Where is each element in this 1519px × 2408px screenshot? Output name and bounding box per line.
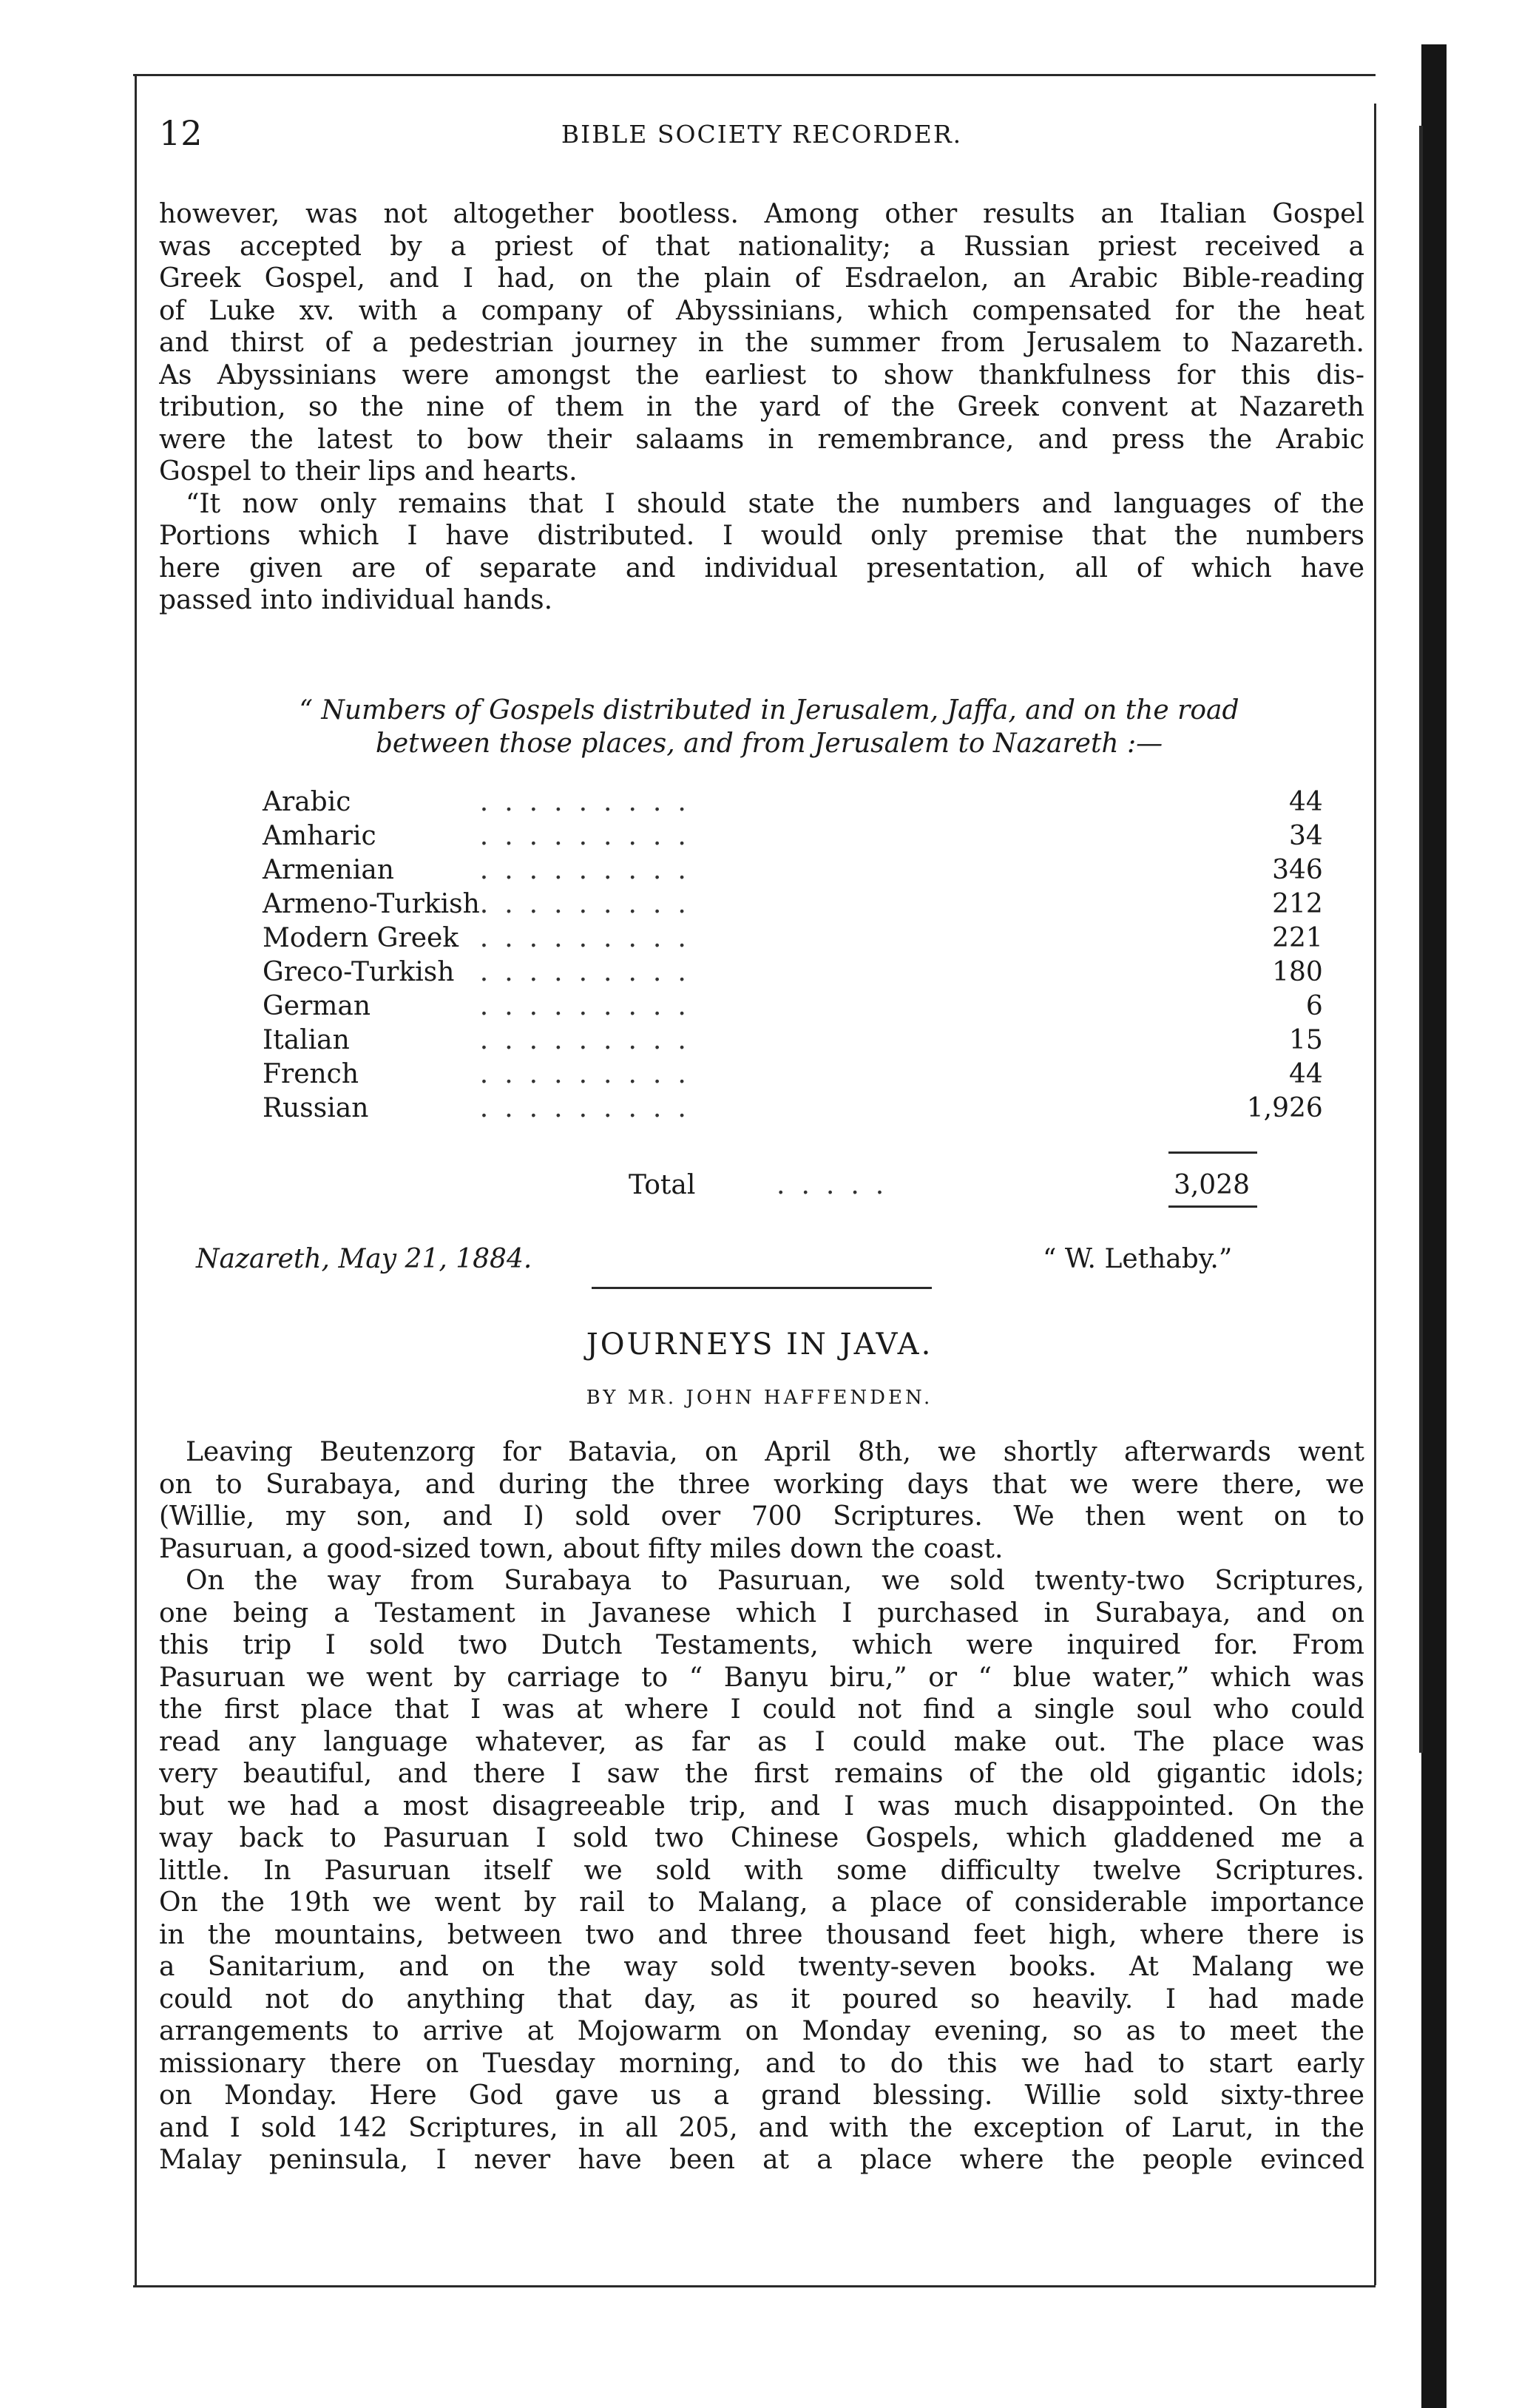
- text-line: this trip I sold two Dutch Testaments, which were inquired for. From: [159, 1630, 1364, 1660]
- page-number: 12: [159, 113, 203, 153]
- count-cell: 221: [1272, 923, 1323, 953]
- leader-dots: .........: [479, 923, 703, 953]
- text-line: Pasuruan, a good-sized town, about fifty miles down the coast.: [159, 1533, 1004, 1564]
- text-line: very beautiful, and there I saw the first remains of the old gigantic idols;: [159, 1759, 1364, 1789]
- language-cell: Arabic: [263, 787, 351, 817]
- signature-place-date: Nazareth, May 21, 1884.: [196, 1244, 532, 1274]
- section-divider: [592, 1287, 932, 1289]
- right-border-rule: [1374, 104, 1376, 2285]
- text-line: Malay peninsula, I never have been at a place where the people evinced: [159, 2145, 1364, 2175]
- text-line: and thirst of a pedestrian journey in the summer from Jerusalem to Nazareth.: [159, 328, 1364, 358]
- table-row: [263, 956, 1323, 990]
- intro-paragraphs: [159, 198, 1364, 617]
- table-row: [263, 785, 1323, 819]
- language-cell: Italian: [263, 1025, 350, 1055]
- text-line: tribution, so the nine of them in the yard of the Greek convent at Nazareth: [159, 392, 1364, 422]
- text-line: (Willie, my son, and I) sold over 700 Scriptures. We then went on to: [159, 1501, 1364, 1532]
- text-line: passed into individual hands.: [159, 585, 553, 615]
- table-row: [263, 819, 1323, 853]
- text-line: but we had a most disagreeable trip, and I was much disappointed. On the: [159, 1790, 1364, 1822]
- leader-dots: .........: [479, 957, 703, 987]
- text-line: missionary there on Tuesday morning, and to do this we had to start early: [159, 2048, 1364, 2079]
- text-line: a Sanitarium, and on the way sold twenty-seven books. At Malang we: [159, 1952, 1364, 1982]
- text-line: “It now only remains that I should state the numbers and languages of the: [186, 488, 1364, 519]
- article-title: JOURNEYS IN JAVA.: [586, 1328, 933, 1362]
- text-line: one being a Testament in Javanese which I purchased in Surabaya, and on: [159, 1597, 1364, 1629]
- table-row: [263, 1024, 1323, 1058]
- table-row: [263, 1058, 1323, 1092]
- table-row: [263, 1092, 1323, 1126]
- text-line: arrangements to arrive at Mojowarm on Monday evening, so as to meet the: [159, 2016, 1364, 2046]
- count-cell: 346: [1272, 855, 1323, 885]
- language-cell: Armeno-Turkish: [263, 889, 480, 919]
- text-line: the first place that I was at where I could not find a single soul who could: [159, 1694, 1364, 1725]
- text-line: of Luke xv. with a company of Abyssinians, which compensated for the heat: [159, 295, 1364, 326]
- text-line: On the 19th we went by rail to Malang, a place of considerable importance: [159, 1887, 1364, 1918]
- count-cell: 44: [1288, 787, 1323, 817]
- language-cell: French: [263, 1059, 359, 1089]
- leader-dots: .........: [479, 855, 703, 885]
- leader-dots: .........: [479, 991, 703, 1021]
- table-row: [263, 921, 1323, 956]
- text-line: little. In Pasuruan itself we sold with some difficulty twelve Scriptures.: [159, 1855, 1364, 1886]
- leader-dots: .........: [479, 1059, 703, 1089]
- count-cell: 44: [1288, 1059, 1323, 1089]
- leader-dots: .........: [479, 889, 703, 919]
- scan-edge-shadow: [1421, 44, 1447, 2408]
- text-line: and I sold 142 Scriptures, in all 205, and with the exception of Larut, in the: [159, 2112, 1364, 2143]
- language-cell: Greco-Turkish: [263, 957, 455, 987]
- language-cell: Amharic: [263, 821, 376, 851]
- text-line: could not do anything that day, as it poured so heavily. I had made: [159, 1983, 1364, 2015]
- top-border-rule: [133, 74, 1376, 76]
- sum-rule: [1168, 1151, 1257, 1154]
- leader-dots: .........: [479, 787, 703, 817]
- text-line: way back to Pasuruan I sold two Chinese Gospels, which gladdened me a: [159, 1823, 1364, 1853]
- text-line: On the way from Surabaya to Pasuruan, we sold twenty-two Scriptures,: [186, 1566, 1364, 1596]
- text-line: on to Surabaya, and during the three working days that we were there, we: [159, 1469, 1364, 1500]
- sum-rule: [1168, 1205, 1257, 1208]
- text-line: Leaving Beutenzorg for Batavia, on April 8th, we shortly afterwards went: [186, 1437, 1364, 1467]
- table-row: [263, 853, 1323, 887]
- count-cell: 180: [1272, 957, 1323, 987]
- text-line: here given are of separate and individual presentation, all of which have: [159, 552, 1364, 584]
- count-cell: 212: [1272, 889, 1323, 919]
- caption-line: between those places, and from Jerusalem to Nazareth :—: [375, 728, 1163, 759]
- table-row: [263, 887, 1323, 921]
- text-line: As Abyssinians were amongst the earliest to show thankfulness for this dis-: [159, 359, 1364, 390]
- signature-name: “ W. Lethaby.”: [1043, 1244, 1233, 1274]
- language-cell: Modern Greek: [263, 923, 459, 953]
- language-cell: German: [263, 991, 371, 1021]
- gospel-distribution-table: [263, 785, 1323, 1126]
- total-label: Total: [629, 1170, 696, 1200]
- leader-dots: .........: [479, 1093, 703, 1123]
- language-cell: Armenian: [263, 855, 394, 885]
- article-body: [159, 1436, 1364, 2177]
- text-line: however, was not altogether bootless. Among other results an Italian Gospel: [159, 199, 1364, 229]
- caption-line: “ Numbers of Gospels distributed in Jerusalem, Jaffa, and on the road: [299, 695, 1239, 726]
- text-line: Greek Gospel, and I had, on the plain of Esdraelon, an Arabic Bible-reading: [159, 263, 1364, 294]
- text-line: Gospel to their lips and hearts.: [159, 456, 578, 487]
- text-line: were the latest to bow their salaams in remembrance, and press the Arabic: [159, 424, 1364, 455]
- leader-dots: .........: [479, 821, 703, 851]
- text-line: on Monday. Here God gave us a grand blessing. Willie sold sixty-three: [159, 2080, 1364, 2111]
- leader-dots: .........: [479, 1025, 703, 1055]
- text-line: Pasuruan we went by carriage to “ Banyu biru,” or “ blue water,” which was: [159, 1662, 1364, 1693]
- count-cell: 1,926: [1246, 1093, 1323, 1123]
- bottom-border-rule: [133, 2285, 1376, 2287]
- text-line: Portions which I have distributed. I would only premise that the numbers: [159, 521, 1364, 551]
- count-cell: 6: [1305, 991, 1323, 1021]
- text-line: read any language whatever, as far as I could make out. The place was: [159, 1726, 1364, 1757]
- language-cell: Russian: [263, 1093, 369, 1123]
- count-cell: 15: [1288, 1025, 1323, 1055]
- table-caption: [222, 694, 1316, 760]
- running-title: BIBLE SOCIETY RECORDER.: [561, 120, 963, 149]
- page-header: [159, 111, 1364, 155]
- left-border-rule: [135, 74, 137, 2287]
- count-cell: 34: [1288, 821, 1323, 851]
- text-line: was accepted by a priest of that nationality; a Russian priest received a: [159, 231, 1364, 262]
- article-byline: BY MR. JOHN HAFFENDEN.: [586, 1387, 933, 1409]
- table-row: [263, 990, 1323, 1024]
- leader-dots: .....: [777, 1170, 901, 1200]
- total-value: 3,028: [1173, 1170, 1250, 1200]
- text-line: in the mountains, between two and three thousand feet high, where there is: [159, 1919, 1364, 1950]
